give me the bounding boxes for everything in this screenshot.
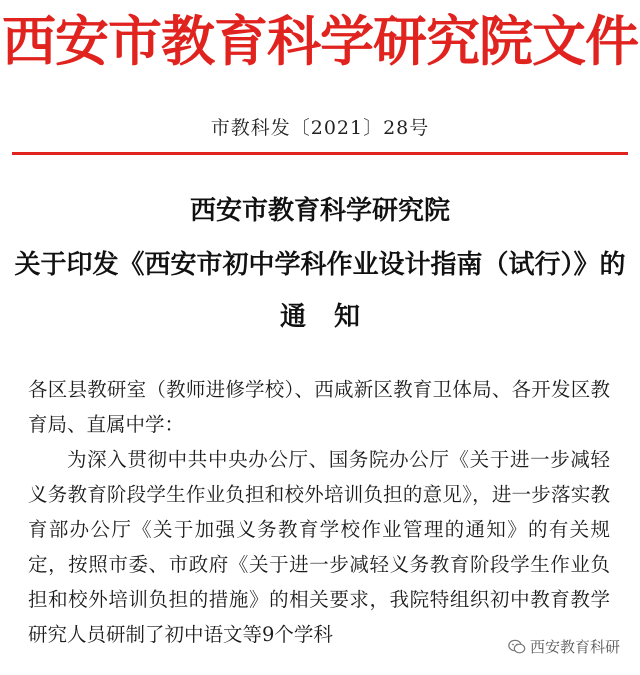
title-line-3: 通知 xyxy=(279,302,388,332)
watermark-label: 西安教育科研 xyxy=(530,638,621,656)
addressee: 各区县教研室（教师进修学校）、西咸新区教育卫体局、各开发区教育局、直属中学： xyxy=(28,378,610,436)
document-body xyxy=(28,372,610,652)
wechat-icon xyxy=(508,639,526,655)
red-divider xyxy=(12,152,628,155)
body-paragraph: 为深入贯彻中共中央办公厅、国务院办公厅《关于进一步减轻义务教育阶段学生作业负担和校外培训负担的意见》，进一步落实教育部办公厅《关于加强义务教育学校作业管理的通知》的有关规定，按照市委、市政府《关于进一步减轻义务教育阶段学生作业负担和校外培训负担的措施》的相关要求，我院特组织初中教育教学研究人员研制了初中语文等9个学科 xyxy=(28,448,610,646)
title-line-2: 关于印发《西安市初中学科作业设计指南（试行）》的 xyxy=(14,250,626,280)
title-line-1: 西安市教育科学研究院 xyxy=(189,196,450,226)
source-watermark xyxy=(504,636,624,657)
document-masthead: 西安市教育科学研究院文件 xyxy=(2,9,638,73)
document-number: 市教科发〔2021〕28号 xyxy=(210,117,430,139)
